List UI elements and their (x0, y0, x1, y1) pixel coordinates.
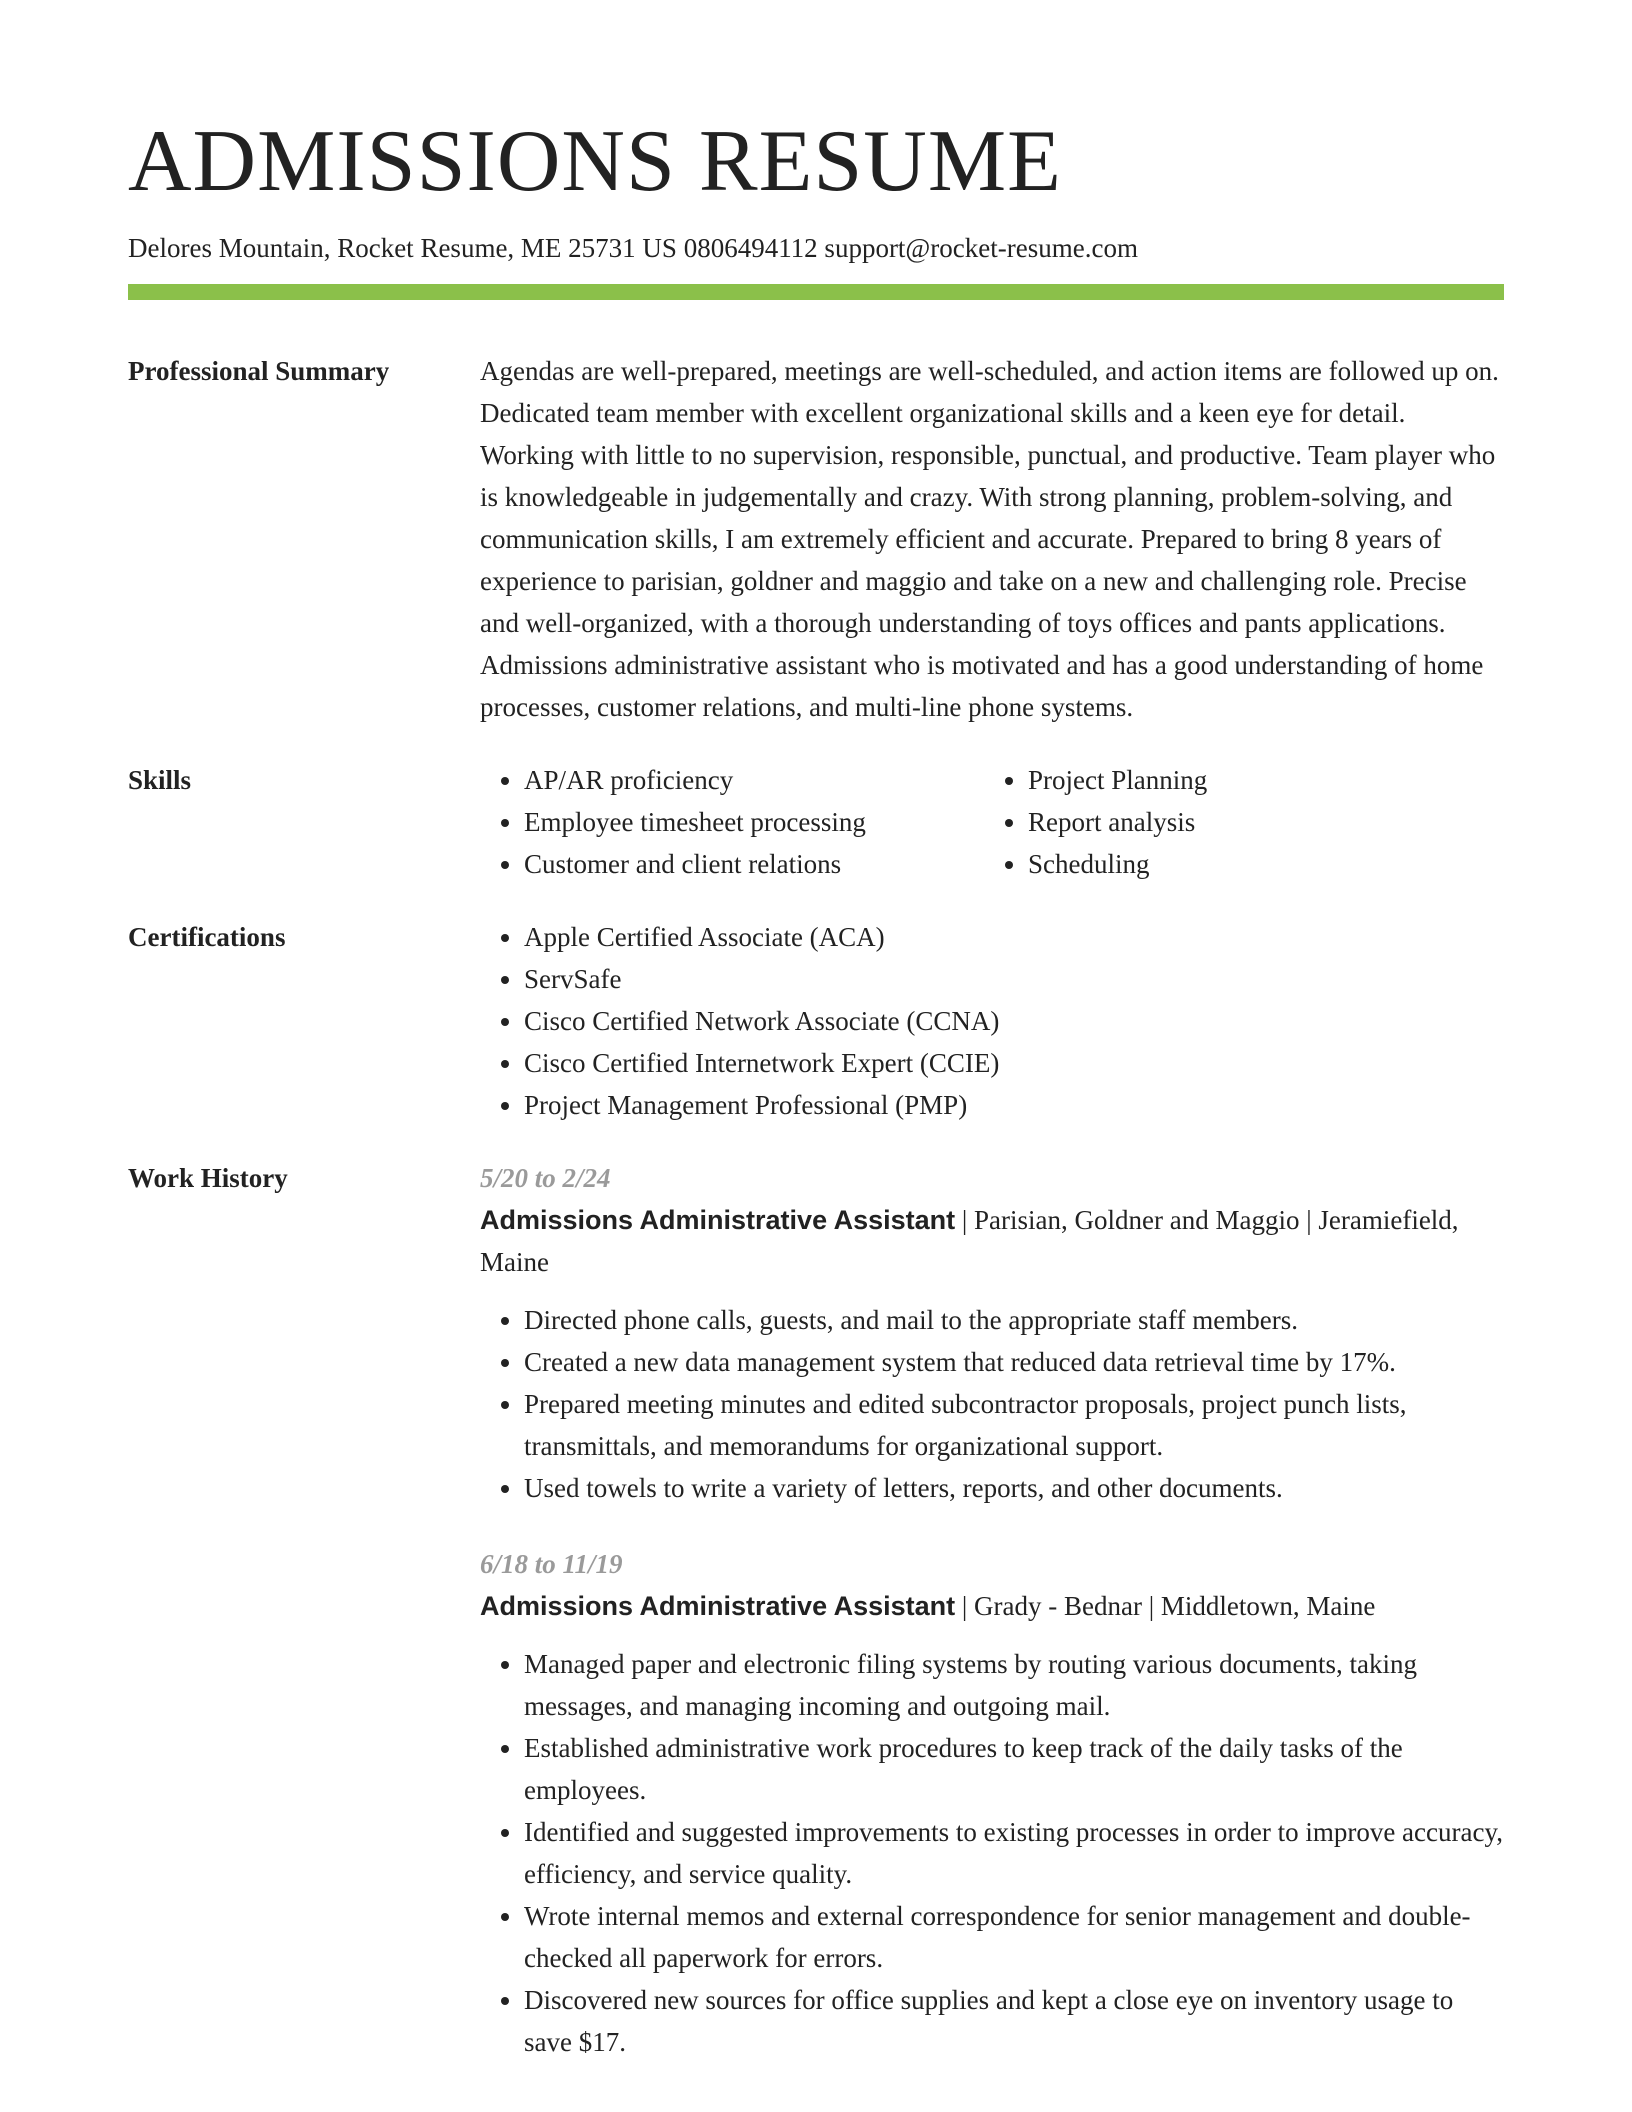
job-bullet: • Used towels to write a variety of letters, reports, and other documents. (524, 1467, 1504, 1509)
skills-list-left (480, 759, 984, 885)
certifications-section (128, 916, 1504, 1126)
certification-item: • ServSafe (524, 958, 1504, 1000)
certification-item: • Cisco Certified Network Associate (CCNA) (524, 1000, 1504, 1042)
skill-item: • Scheduling (1028, 843, 1488, 885)
certification-item: • Apple Certified Associate (ACA) (524, 916, 1504, 958)
job-bullet: • Directed phone calls, guests, and mail to the appropriate staff members. (524, 1299, 1504, 1341)
certification-item: • Cisco Certified Internetwork Expert (CCIE) (524, 1042, 1504, 1084)
skills-list-right (984, 759, 1488, 885)
job-bullet: • Wrote internal memos and external correspondence for senior management and double-checked all paperwork for errors. (524, 1895, 1504, 1979)
skills-column-left (480, 759, 984, 885)
summary-text: Agendas are well-prepared, meetings are well-scheduled, and action items are followed up on. Dedicated team member with excellent organizational skills and a keen eye for detail. Working with little to no supervision, responsible, punctual, and productive. Team player who is knowledgeable in judgementally and crazy. With strong planning, problem-solving, and communication skills, I am extremely efficient and accurate. Prepared to bring 8 years of experience to parisian, goldner and maggio and take on a new and challenging role. Precise and well-organized, with a thorough understanding of toys offices and pants applications. Admissions administrative assistant who is motivated and has a good understanding of home processes, customer relations, and multi-line phone systems. (480, 356, 1499, 723)
work-history-section (128, 1157, 1504, 2063)
resume-title: ADMISSIONS RESUME (128, 113, 1062, 210)
skills-column-right (984, 759, 1488, 885)
skill-item: • AP/AR proficiency (524, 759, 984, 801)
contact-info: Delores Mountain, Rocket Resume, ME 25731 US 0806494112 support@rocket-resume.com (128, 233, 1138, 263)
skill-item: • Customer and client relations (524, 843, 984, 885)
certifications-list (480, 916, 1504, 1126)
job-bullet: • Established administrative work procedures to keep track of the daily tasks of the employees. (524, 1727, 1504, 1811)
work-history-body (480, 1157, 1504, 2063)
summary-section (128, 350, 1504, 728)
job-bullet: • Prepared meeting minutes and edited subcontractor proposals, project punch lists, transmittals, and memorandums for organizational support. (524, 1383, 1504, 1467)
job-details: | Grady - Bednar | Middletown, Maine (955, 1591, 1376, 1622)
job-bullet-list (480, 1643, 1504, 2063)
job-dates: 5/20 to 2/24 (480, 1163, 611, 1194)
job-details: | Parisian, Goldner and Maggio | Jeramiefield, Maine (480, 1205, 1459, 1278)
skill-item: • Employee timesheet processing (524, 801, 984, 843)
job-title: Admissions Administrative Assistant (480, 1591, 956, 1622)
job-title: Admissions Administrative Assistant (480, 1205, 956, 1236)
job-dates: 6/18 to 11/19 (480, 1549, 623, 1580)
job-heading (480, 1585, 1504, 1627)
resume-page (128, 113, 1504, 2063)
work-history-heading: Work History (128, 1163, 288, 1194)
skills-heading: Skills (128, 765, 192, 796)
job-bullet: • Discovered new sources for office supplies and kept a close eye on inventory usage to save $17. (524, 1979, 1504, 2063)
job-entry (480, 1157, 1504, 1509)
certifications-body (480, 916, 1504, 1126)
skills-grid (480, 759, 1504, 885)
skill-item: • Project Planning (1028, 759, 1488, 801)
skills-section (128, 759, 1504, 885)
job-heading (480, 1199, 1504, 1283)
job-bullet: • Created a new data management system that reduced data retrieval time by 17%. (524, 1341, 1504, 1383)
job-entry (480, 1543, 1504, 2063)
header-accent-rule (128, 284, 1504, 300)
job-bullet: • Managed paper and electronic filing systems by routing various documents, taking messages, and managing incoming and outgoing mail. (524, 1643, 1504, 1727)
certification-item: • Project Management Professional (PMP) (524, 1084, 1504, 1126)
summary-heading: Professional Summary (128, 356, 390, 387)
certifications-heading: Certifications (128, 922, 286, 953)
job-bullet-list (480, 1299, 1504, 1509)
skill-item: • Report analysis (1028, 801, 1488, 843)
job-bullet: • Identified and suggested improvements to existing processes in order to improve accuracy, efficiency, and service quality. (524, 1811, 1504, 1895)
